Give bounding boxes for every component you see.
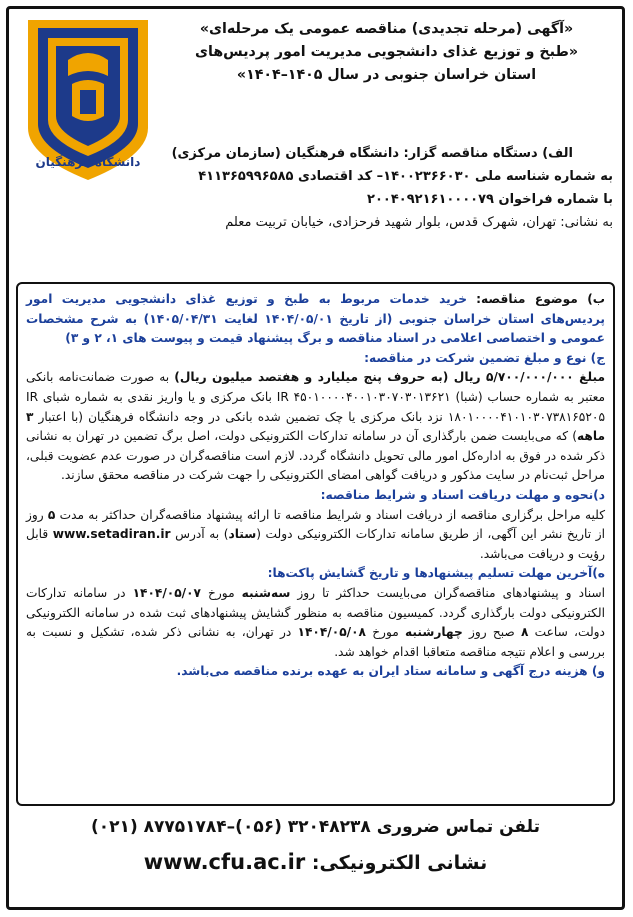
org-line-3: با شماره فراخوان ۲۰۰۴۰۹۲۱۶۱۰۰۰۰۷۹ (367, 192, 613, 207)
section-h-text-6: در تهران، به نشانی ذکر شده، تشکیل و نسبت به بررسی و اعلام نتیجه مناقصه متعاقبا اقدام خواهد شد. (26, 625, 605, 659)
organization-info (20, 142, 613, 234)
website-link[interactable]: www.cfu.ac.ir (143, 850, 306, 874)
ad-footer (16, 810, 615, 898)
section-c-text-2: ) که می‌بایست ضمن بارگذاری آن در سامانه تدارکات الکترونیکی دولت، اصل برگ تضمین در تهران به نشانی ذکر شده در فوق به اداره‌کل امور مالی تحویل دانشگاه گردد. لازم است مناقصه‌گران در صورت عدم عضویت قبلی، مراحل ثبت‌نام در سایت مذکور و دریافت گواهی امضای الکترونیکی را جهت شرکت در مناقصه محقق سازند. (26, 429, 605, 483)
website-line (16, 844, 615, 881)
guarantee-validity: ۳ ماهه (26, 409, 605, 444)
section-c-heading: ج) نوع و مبلغ تضمین شرکت در مناقصه: (364, 350, 605, 365)
opening-day: چهارشنبه (405, 625, 463, 640)
section-h-text-2: مورخ (200, 585, 242, 600)
section-d (26, 486, 605, 564)
section-h (26, 564, 605, 662)
org-line-2: به شماره شناسه ملی ۱۴۰۰۲۳۶۶۰۳۰– کد اقتصادی ۴۱۱۳۶۵۹۹۶۵۸۵ (198, 169, 613, 184)
section-h-heading: ه)آخرین مهلت تسلیم پیشنهادها و تاریخ گشایش پاکت‌ها: (267, 566, 605, 581)
ad-header (160, 18, 613, 87)
conditions-box (16, 282, 615, 806)
section-h-text-5: مورخ (365, 625, 405, 640)
setad-name: ستاد (228, 527, 257, 542)
setadiran-link[interactable]: www.setadiran.ir (52, 527, 171, 542)
website-label: نشانی الکترونیکی: (311, 852, 488, 874)
guarantee-amount: مبلغ ۵/۷۰۰/۰۰۰/۰۰۰ ریال (به حروف پنج میلیارد و هفتصد میلیون ریال) (174, 370, 605, 385)
section-v-text: و) هزینه درج آگهی و سامانه ستاد ایران به عهده برنده مناقصه می‌باشد. (176, 664, 605, 679)
section-c (26, 349, 605, 486)
section-b (26, 290, 605, 349)
section-d-text-3: ) به آدرس (170, 527, 229, 542)
section-d-days: ۵ (47, 507, 56, 522)
opening-hour: ۸ (520, 625, 529, 640)
section-h-text-1: اسناد و پیشنهادهای مناقصه‌گران می‌بایست حداکثر تا روز (290, 585, 606, 600)
section-v (26, 662, 605, 682)
title-line-1: «آگهی (مرحله تجدیدی) مناقصه عمومی یک مرحله‌ای» (199, 21, 574, 37)
logo-text: دانشگاه فرهنگیان (35, 155, 141, 169)
section-d-text-2: روز از تاریخ نشر این آگهی، از طریق سامانه تدارکات الکترونیکی دولت ( (26, 507, 605, 542)
deadline-date: ۱۴۰۴/۰۵/۰۷ (132, 585, 201, 600)
section-h-text-4: صبح روز (462, 625, 521, 640)
deadline-day: سه‌شنبه (241, 585, 291, 600)
opening-date: ۱۴۰۴/۰۵/۰۸ (297, 625, 366, 640)
section-d-text-4: قابل رؤیت و دریافت می‌باشد. (26, 527, 605, 561)
title-line-3: استان خراسان جنوبی در سال ۱۴۰۵–۱۴۰۴» (236, 67, 537, 83)
title-line-2: «طبخ و توزیع غذای دانشجویی مدیریت امور پردیس‌های (195, 44, 578, 60)
section-d-text-1: کلیه مراحل برگزاری مناقصه از دریافت اسناد و شرایط مناقصه تا ارائه پیشنهاد مناقصه‌گران حداکثر به مدت (55, 507, 606, 522)
section-b-text: خرید خدمات مربوط به طبخ و توزیع غذای دانشجویی مدیریت امور پردیس‌های استان خراسان جنوبی (از تاریخ ۱۴۰۴/۰۵/۰۱ لغایت ۱۴۰۵/۰۴/۳۱) به شرح مشخصات عمومی و اختصاصی اعلامی در اسناد مناقصه و برگ پیشنهاد قیمت و پیوست های ۱، ۲ و ۳) (26, 292, 606, 346)
org-line-1: الف) دستگاه مناقصه گزار: دانشگاه فرهنگیان (سازمان مرکزی) (171, 146, 573, 161)
section-h-text-3: در سامانه تدارکات الکترونیکی دولت بارگذاری گردد. کمیسیون مناقصه به منظور گشایش پیشنهادهای ثبت شده در سامانه الکترونیکی دولت، ساعت (26, 585, 605, 640)
contact-phone: تلفن تماس ضروری ۳۲۰۴۸۲۳۸ (۰۵۶)–۸۷۷۵۱۷۸۴ (۰۲۱) (91, 817, 540, 837)
section-c-text-1: به صورت ضمانت‌نامه بانکی معتبر به شماره حساب (شبا) IR ۴۵۰۱۰۰۰۰۴۰۰۱۰۳۰۷۰۳۰۱۳۶۲۱ بانک مرکزی و یا واریز نقدی به شماره شبای IR ۱۸۰۱۰۰۰۰۴۱۰۱۰۳۰۷۳۸۱۶۵۲۰۵ نزد بانک مرکزی یا چک تضمین شده بانکی در وجه دانشگاه فرهنگیان (با اعتبار (26, 370, 605, 424)
section-b-heading: ب) موضوع مناقصه: (476, 292, 606, 306)
section-d-heading: د)نحوه و مهلت دریافت اسناد و شرایط مناقصه: (320, 487, 605, 502)
org-line-4: به نشانی: تهران، شهرک قدس، بلوار شهید فرحزادی، خیابان تربیت معلم (225, 215, 613, 230)
